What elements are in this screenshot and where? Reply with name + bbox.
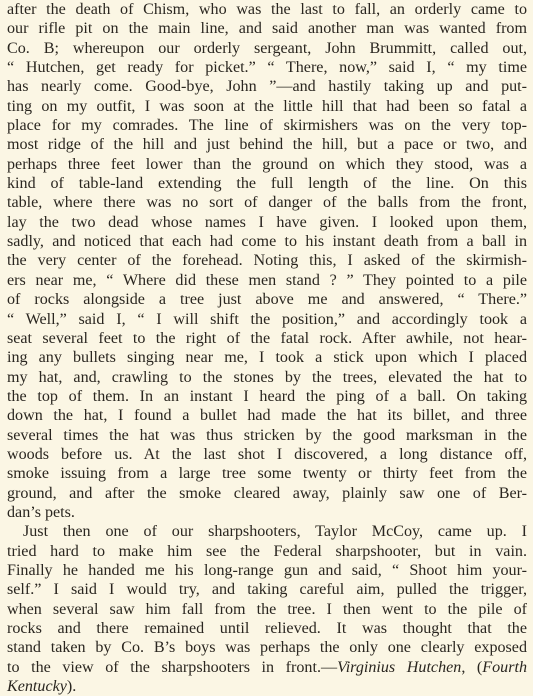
text-line: ting on my outfit, I was soon at the little hill that had been so fatal a bbox=[7, 97, 527, 115]
text-line: the very center of the forehead. Noting this, I asked of the skirmish- bbox=[7, 252, 527, 270]
text-line: of rocks alongside a tree just above me and answered, “ There.” bbox=[7, 291, 527, 309]
text-line: perhaps three feet lower than the ground on which they stood, was a bbox=[7, 155, 527, 173]
text-line: place for my comrades. The line of skirmishers was on the very top- bbox=[7, 117, 527, 135]
text-line: the top of them. In an instant I heard the ping of a ball. On taking bbox=[7, 387, 527, 405]
text-line: seat several feet to the right of the fatal rock. After awhile, not hear- bbox=[7, 329, 527, 347]
text-line: table, where there was no sort of danger of the balls from the front, bbox=[7, 194, 527, 212]
author-unit-continued: Kentucky bbox=[7, 678, 67, 696]
text-line: after the death of Chism, who was the last to fall, an orderly came to bbox=[7, 1, 527, 18]
text-line: most ridge of the hill and just behind the hill, but a pace or two, and bbox=[7, 136, 527, 154]
text-line: lay the two dead whose names I have given. I looked upon them, bbox=[7, 213, 527, 231]
text-line: woods before us. At the last shot I discovered, a long distance off, bbox=[7, 445, 527, 463]
text-line: sadly, and noticed that each had come to his instant death from a ball in bbox=[7, 233, 527, 251]
text-line: kind of table-land extending the full length of the line. On this bbox=[7, 175, 527, 193]
text-line: several times the hat was thus stricken by the good marksman in the bbox=[7, 426, 527, 444]
text-line: self.” I said I would try, and taking careful aim, pulled the trigger, bbox=[7, 581, 527, 599]
signature-line bbox=[7, 658, 527, 677]
text-line: has nearly come. Good-bye, John ”—and hastily taking up and put- bbox=[7, 78, 527, 96]
text-line: tried hard to make him see the Federal sharpshooter, but in vain. bbox=[7, 542, 527, 560]
text-line: down the hat, I found a bullet had made the hat its billet, and three bbox=[7, 407, 527, 425]
text-line: stand taken by Co. B’s boys was perhaps the only one clearly exposed bbox=[7, 639, 527, 657]
text-line: our rifle pit on the main line, and said another man was wanted from bbox=[7, 20, 527, 38]
text-line: ground, and after the smoke cleared away, plainly saw one of Ber- bbox=[7, 484, 527, 502]
text-line: Finally he handed me his long-range gun and said, “ Shoot him your- bbox=[7, 561, 527, 579]
text-line: smoke issuing from a large tree some twenty or thirty feet from the bbox=[7, 465, 527, 483]
paragraph-end-line: dan’s pets. bbox=[7, 503, 75, 521]
text-line: Co. B; whereupon our orderly sergeant, John Brummitt, called out, bbox=[7, 39, 527, 57]
text-line: “ Hutchen, get ready for picket.” “ There, now,” said I, “ my time bbox=[7, 59, 527, 77]
paragraph-start-line: Just then one of our sharpshooters, Taylor McCoy, came up. I bbox=[23, 523, 527, 541]
text-line: my hat, and, crawling to the stones by the trees, elevated the hat to bbox=[7, 368, 527, 386]
signature-separator: , ( bbox=[461, 658, 483, 676]
text-line: rocks and there remained until relieved. It was thought that the bbox=[7, 620, 527, 637]
author-unit: Fourth bbox=[482, 658, 528, 676]
author-name: Virginius Hutchen bbox=[337, 658, 462, 676]
signature-line-2 bbox=[7, 677, 527, 696]
text-line: “ Well,” said I, “ I will shift the position,” and accordingly took a bbox=[7, 310, 527, 328]
signature-closing: ). bbox=[66, 678, 77, 696]
text-line: when several saw him fall from the tree. I then went to the pile of bbox=[7, 600, 527, 618]
closing-text: to the view of the sharpshooters in front.— bbox=[7, 658, 338, 676]
text-line: ers near me, “ Where did these men stand ? ” They pointed to a pile bbox=[7, 271, 527, 289]
text-line: ing any bullets singing near me, I took a stick upon which I placed bbox=[7, 349, 527, 367]
